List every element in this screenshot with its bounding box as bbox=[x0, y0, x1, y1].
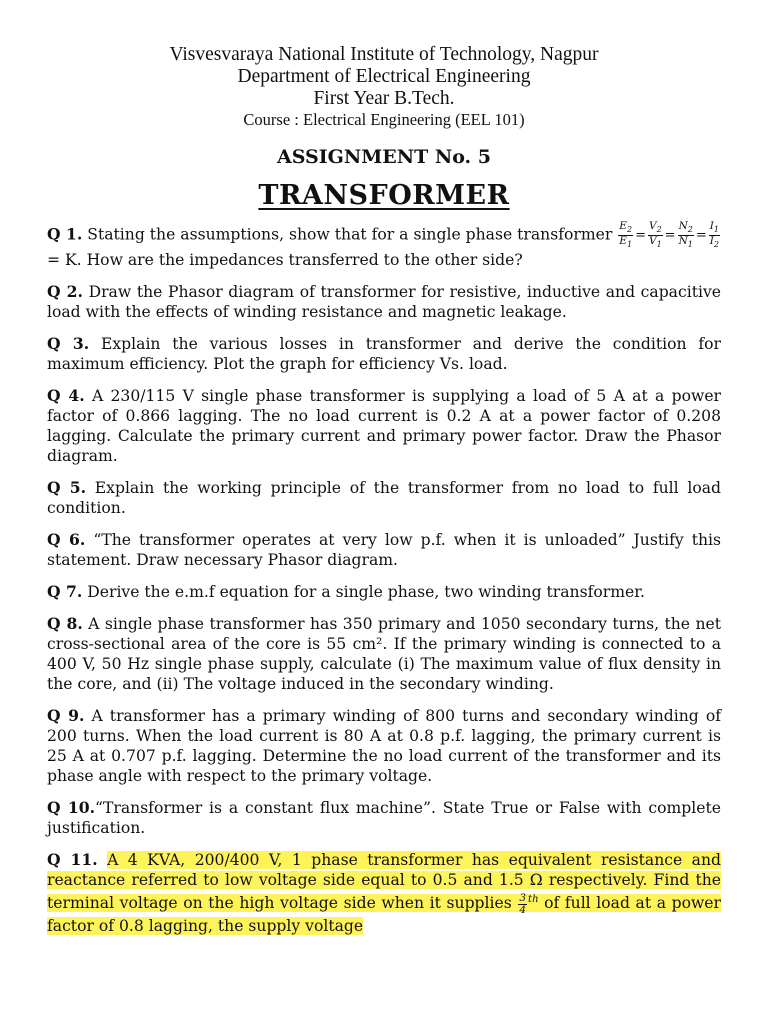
question-8 bbox=[47, 614, 721, 694]
highlighted-text-continued: of full load at a power factor of 0.8 lagging, the supply voltage bbox=[47, 894, 721, 935]
question-text: Derive the e.m.f equation for a single phase, two winding transformer. bbox=[82, 583, 645, 602]
question-label: Q 9. bbox=[47, 706, 85, 726]
question-4 bbox=[47, 386, 721, 466]
fraction bbox=[618, 221, 633, 250]
numerator: $I_1$ bbox=[709, 220, 719, 235]
denominator: $I_2$ bbox=[709, 235, 719, 250]
fraction bbox=[648, 221, 663, 250]
institute-name: Visvesvaraya National Institute of Technology, Nagpur bbox=[169, 44, 599, 65]
question-label: Q 10. bbox=[47, 798, 95, 818]
question-label: Q 8. bbox=[47, 614, 83, 634]
question-label: Q 4. bbox=[47, 386, 85, 406]
question-5 bbox=[47, 478, 721, 518]
question-label: Q 11. bbox=[47, 850, 98, 870]
year-label: First Year B.Tech. bbox=[313, 88, 455, 109]
numerator: $V_2$ bbox=[648, 220, 662, 235]
question-3 bbox=[47, 334, 721, 374]
question-label: Q 7. bbox=[47, 582, 83, 602]
question-text: “Transformer is a constant flux machine”. State True or False with complete justification. bbox=[47, 799, 721, 838]
question-10 bbox=[47, 798, 721, 838]
numerator: $N_2$ bbox=[678, 220, 693, 235]
numerator: 3 bbox=[519, 891, 527, 904]
fraction bbox=[678, 221, 694, 250]
question-text-continued: = K. How are the impedances transferred to the other side? bbox=[47, 251, 523, 270]
question-2 bbox=[47, 282, 721, 322]
superscript: th bbox=[528, 894, 539, 906]
question-text: A single phase transformer has 350 primary and 1050 secondary turns, the net cross-sectional area of the core is 55 cm². If the primary winding is connected to a 400 V, 50 Hz single phase supply, calculate (i) The maximum value of flux density in the core, and (ii) The voltage induced in the secondary winding. bbox=[47, 615, 721, 694]
page-title: TRANSFORMER bbox=[258, 180, 510, 211]
question-text: Stating the assumptions, show that for a single phase transformer bbox=[82, 225, 613, 244]
question-text: Draw the Phasor diagram of transformer for resistive, inductive and capacitive load with the effects of winding resistance and magnetic leakage. bbox=[47, 283, 721, 322]
header bbox=[0, 0, 768, 130]
highlighted-fraction bbox=[517, 891, 539, 916]
numerator: $E_2$ bbox=[619, 220, 633, 235]
question-label: Q 2. bbox=[47, 282, 83, 302]
question-text: A 230/115 V single phase transformer is supplying a load of 5 A at a power factor of 0.866 lagging. The no load current is 0.2 A at a power factor of 0.208 lagging. Calculate the primary current and primary power factor. Draw the Phasor diagram. bbox=[47, 387, 722, 466]
ratio-equation: $\frac{E_2}{E_1}$ = $\frac{V_2}{V_1}$ = $\frac{N_2}{N_1}$ = $\frac{I_1}{I_2}$ bbox=[619, 220, 719, 250]
question-text: Explain the various losses in transformer and derive the condition for maximum efficiency. Plot the graph for efficiency Vs. load. bbox=[47, 335, 721, 374]
denominator: $V_1$ bbox=[648, 235, 662, 250]
denominator: $N_1$ bbox=[678, 235, 693, 250]
question-7 bbox=[47, 582, 721, 602]
question-1 bbox=[47, 221, 721, 270]
denominator: $E_1$ bbox=[619, 235, 633, 250]
fraction bbox=[709, 221, 720, 250]
assignment-number: ASSIGNMENT No. 5 bbox=[276, 146, 492, 168]
question-9 bbox=[47, 706, 721, 786]
question-label: Q 3. bbox=[47, 334, 90, 354]
denominator: 4 bbox=[519, 903, 527, 916]
question-text: A transformer has a primary winding of 800 turns and secondary winding of 200 turns. When the load current is 80 A at 0.8 p.f. lagging, the primary current is 25 A at 0.707 p.f. lagging. Determine the no load current of the transformer and its phase angle with respect to the primary voltage. bbox=[47, 707, 721, 786]
fraction bbox=[518, 893, 527, 916]
question-6 bbox=[47, 530, 721, 570]
question-11 bbox=[47, 850, 721, 936]
question-list bbox=[0, 221, 768, 936]
question-label: Q 5. bbox=[47, 478, 87, 498]
question-text: “The transformer operates at very low p.f. when it is unloaded” Justify this statement. Draw necessary Phasor diagram. bbox=[47, 531, 721, 570]
department-name: Department of Electrical Engineering bbox=[237, 66, 531, 87]
question-text: Explain the working principle of the transformer from no load to full load condition. bbox=[47, 479, 721, 518]
question-label: Q 6. bbox=[47, 530, 86, 550]
course-label: Course : Electrical Engineering (EEL 101) bbox=[243, 110, 525, 129]
highlighted-text: A 4 KVA, 200/400 V, 1 phase transformer has equivalent resistance and reactance referred to low voltage side equal to 0.5 and 1.5 Ω respectively. Find the terminal voltage on the high voltage side when it supplies bbox=[47, 851, 721, 913]
question-label: Q 1. bbox=[47, 224, 83, 244]
